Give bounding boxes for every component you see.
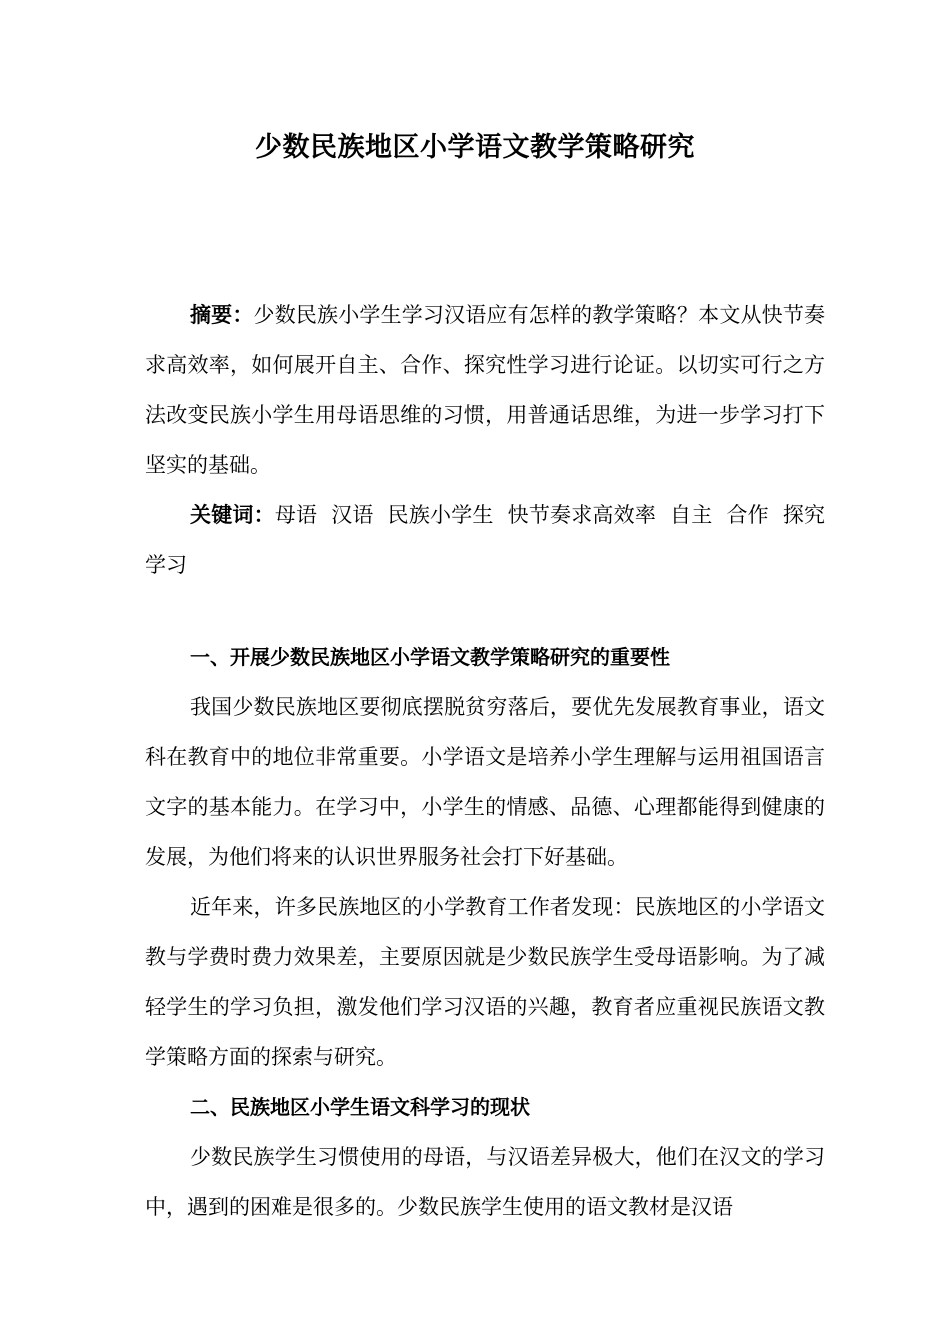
- abstract-paragraph: [145, 290, 825, 490]
- body-paragraph: 少数民族学生习惯使用的母语，与汉语差异极大，他们在汉文的学习中，遇到的困难是很多的。少数民族学生使用的语文教材是汉语: [145, 1145, 825, 1219]
- body-paragraph: 近年来，许多民族地区的小学教育工作者发现：民族地区的小学语文教与学费时费力效果差，主要原因就是少数民族学生受母语影响。为了减轻学生的学习负担，激发他们学习汉语的兴趣，教育者应重视民族语文教学策略方面的探索与研究。: [145, 895, 825, 1069]
- abstract-label: 摘要：: [190, 302, 254, 327]
- keyword-item: 汉语: [331, 503, 374, 527]
- section-spacer: [145, 590, 825, 632]
- keyword-item: 探究学习: [145, 503, 826, 577]
- document-title: 少数民族地区小学语文教学策略研究: [255, 132, 695, 163]
- section-heading: 二、民族地区小学生语文科学习的现状: [190, 1095, 530, 1119]
- keyword-item: 合作: [726, 503, 769, 527]
- keywords-label: 关键词：: [190, 502, 275, 527]
- keyword-item: 快节奏求高效率: [507, 503, 657, 527]
- keyword-item: 民族小学生: [387, 503, 494, 527]
- keyword-item: 自主: [670, 503, 713, 527]
- body-paragraph: 我国少数民族地区要彻底摆脱贫穷落后，要优先发展教育事业，语文科在教育中的地位非常重要。小学语文是培养小学生理解与运用祖国语言文字的基本能力。在学习中，小学生的情感、品德、心理都能得到健康的发展，为他们将来的认识世界服务社会打下好基础。: [145, 695, 825, 869]
- document-body: [145, 290, 825, 1232]
- keywords-paragraph: [145, 490, 825, 590]
- abstract-text: 少数民族小学生学习汉语应有怎样的教学策略？本文从快节奏求高效率，如何展开自主、合作、探究性学习进行论证。以切实可行之方法改变民族小学生用母语思维的习惯，用普通话思维，为进一步学习打下坚实的基础。: [145, 303, 826, 477]
- section-heading: 一、开展少数民族地区小学语文教学策略研究的重要性: [190, 645, 670, 669]
- keyword-item: 母语: [274, 503, 318, 527]
